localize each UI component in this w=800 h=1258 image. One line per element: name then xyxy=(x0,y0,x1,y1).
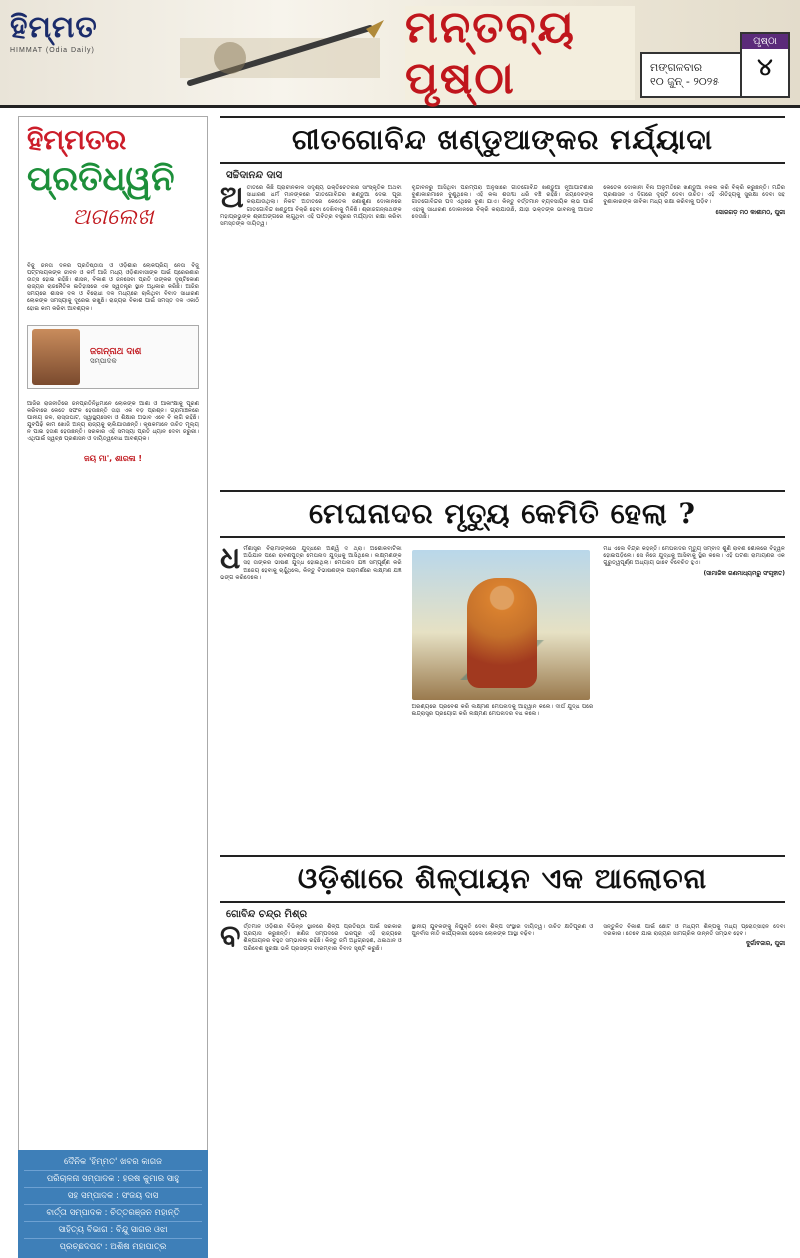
article-columns xyxy=(220,180,786,228)
article-column xyxy=(412,546,594,718)
article-signoff: ସୋରଗଡ଼ ମଠ କାଶୀମଠ, ପୁରୀ xyxy=(715,208,786,216)
credits-box xyxy=(18,1150,208,1258)
author-photo xyxy=(32,329,80,385)
credit-row: ଦୈନିକ 'ହିମ୍ମତ' ଖବର କାଗଜ xyxy=(24,1154,202,1171)
dropcap: ଧ xyxy=(220,541,241,576)
brand-main: ପ୍ରତିଧ୍ୱନି xyxy=(27,159,175,199)
brand-top: ହିମ୍ମତର xyxy=(27,123,127,156)
article-column xyxy=(603,546,785,718)
column-text: ର୍ତ୍ତମାନ ଓଡ଼ିଶାର ବିଭିନ୍ନ ସ୍ଥାନରେ ଶିଳ୍ପ ପ୍ରତିଷ୍ଠା ପାଇଁ ସରକାର ପ୍ରୟାସ କରୁଛନ୍ତି। ଖଣିଜ ସମ୍ପଦରେ ଭରପୂର ଏହି ରାଜ୍ୟରେ ଶିଳ୍ପାୟନର ବହୁତ ସମ୍ଭାବନା ରହିଛି। କିନ୍ତୁ ଜମି ଅଧିଗ୍ରହଣ, ଥଇଥାନ ଓ ପରିବେଶ ସୁରକ୍ଷା ଭଳି ପ୍ରସଙ୍ଗ ବାରମ୍ବାର ବିବାଦ ସୃଷ୍ଟି କରୁଛି। xyxy=(243,924,402,952)
credit-row: ବାର୍ତ୍ତା ସମ୍ପାଦକ : ଚିତ୍ତରଞ୍ଜନ ମହାନ୍ତି xyxy=(24,1205,202,1222)
page-number: ୪ xyxy=(757,53,773,81)
credit-row: ପରିଚାଳନା ସମ୍ପାଦକ : ହରଷ କୁମାର ସାହୁ xyxy=(24,1171,202,1188)
column-text: ତୀତରେ କିଛି ପ୍ରାଚୀନକାଳ ସଦୃଶ୍ୟ ଭକ୍ତିଚେତନାର ସାଂସ୍କୃତିକ ଅଥବା ସାଧାରଣ ଧର୍ମ ମାନଙ୍କରେ ଗୀତଗୋବିନ୍ଦର ଖଣ୍ଡୁଆ ଦେଇ ପୂଜା କରାଯାଉଥିଲା। ନିକଟ ଅତୀତରେ କେତେକ ଜଣାଶୁଣା ଦୋକାନରେ ଗୀତଗୋବିନ୍ଦ ଖଣ୍ଡୁଆ ବିକ୍ରି ହେବା ଦେଖିବାକୁ ମିଳିଛି। ଶ୍ରୀଜଗନ୍ନାଥଙ୍କ ମହାପ୍ରଭୁଙ୍କ ଶ୍ରୀଅଙ୍ଗରେ ଲାଗୁଥିବା ଏହି ପବିତ୍ର ବସ୍ତ୍ରର ମର୍ଯ୍ୟାଦା ରକ୍ଷା କରିବା ସମସ୍ତଙ୍କ ଦାୟିତ୍ୱ। xyxy=(220,185,402,228)
column-text: ସନ୍ତୁଳିତ ବିକାଶ ପାଇଁ ଛୋଟ ଓ ମଧ୍ୟମ ଶିଳ୍ପକୁ ମଧ୍ୟ ପ୍ରୋତ୍ସାହନ ଦେବା ଦରକାର। ତେବେ ଯାଇ ରାଜ୍ୟର ସାମଗ୍ରିକ ଉନ୍ନତି ସମ୍ଭବ ହେବ। xyxy=(603,924,786,938)
article-meghanada xyxy=(220,490,785,850)
dropcap: ବ xyxy=(220,919,241,954)
article-column: ବୃନ୍ଦାବନରୁ ଆସିଥିବା ପରମ୍ପରା ଅନୁସାରେ ଗୀତଗୋବିନ୍ଦ ଖଣ୍ଡୁଆ ନୂଆପାଟଣାର ବୁଣାକାରମାନେ ବୁଣୁଥିଲେ। ଏହି କଳା ଶତାବ୍ଦୀ ଧରି ବଞ୍ଚି ରହିଛି। ଜୟଦେବଙ୍କ ଗୀତଗୋବିନ୍ଦର ପଦ ଏଥିରେ ବୁଣା ଯାଏ। କିନ୍ତୁ ବର୍ତ୍ତମାନ ବ୍ୟବସାୟିକ ଲାଭ ପାଇଁ ଏହାକୁ ସାଧାରଣ ଦୋକାନରେ ବିକ୍ରି କରାଯାଉଛି, ଯାହା ଭକ୍ତଙ୍କ ଭାବନାକୁ ଆଘାତ ଦେଉଛି। xyxy=(411,185,594,220)
article-column xyxy=(603,924,785,953)
article-industrialization xyxy=(220,855,785,1245)
article-gitagovinda xyxy=(220,116,785,486)
logo-subtext: HIMMAT (Odia Daily) xyxy=(10,47,95,54)
article-columns xyxy=(220,541,786,718)
warrior-figure xyxy=(467,578,537,688)
author-role: ସମ୍ପାଦକ xyxy=(90,357,117,366)
article-column xyxy=(220,180,402,228)
editorial-closing: ଜୟ ମା', ଶାରଳା ! xyxy=(83,454,143,464)
column-text: ମଧ ଏଲେ ବିନ୍ଦ୍ର କହନ୍ତି। ମେଘନାଦର ମୃତ୍ୟୁ ସମ୍ବାଦ ଶୁଣି ରାବଣ ଶୋକରେ ବିହ୍ୱଳ ହୋଇପଡ଼ିଲେ। ସେ ନିଜେ ଯୁଦ୍ଧକୁ ଆସିବାକୁ ସ୍ଥିର କଲେ। ଏହି ଘଟଣା ରାମାୟଣର ଏକ ଗୁରୁତ୍ୱପୂର୍ଣ୍ଣ ଅଧ୍ୟାୟ ଭାବେ ବିବେଚିତ ହୁଏ। xyxy=(603,546,786,567)
editorial-body: ବିଜୁ ଜନତା ଦଳର ପ୍ରତିଷ୍ଠାତା ଓ ଓଡ଼ିଶାର ଲୋକପ୍ରିୟ ନେତା ବିଜୁ ପଟ୍ଟନାୟକଙ୍କ ଜୀବନ ଓ କର୍ମ ଆଜି ମଧ୍ୟ ଓଡ଼ିଶାବାସୀଙ୍କ ପାଇଁ ପ୍ରେରଣାର ଉତ୍ସ ହୋଇ ରହିଛି। ଶାସନ, ବିକାଶ ଓ ଜନସେବା ପ୍ରତି ତାଙ୍କର ଦୃଷ୍ଟିକୋଣ ରାଜ୍ୟର ରାଜନୈତିକ ଇତିହାସରେ ଏକ ସ୍ୱତନ୍ତ୍ର ସ୍ଥାନ ଅଧିକାର କରିଛି। ଆଜିର ସମୟରେ ଶାସକ ଦଳ ଓ ବିରୋଧୀ ଦଳ ମଧ୍ୟରେ ଚାଲିଥିବା ବିବାଦ ସାଧାରଣ ଲୋକଙ୍କ ସମସ୍ୟାକୁ ଦୂରେଇ ରଖୁଛି। ରାଜ୍ୟର ବିକାଶ ପାଇଁ ସମସ୍ତ ଦଳ ଏକାଠି ହୋଇ କାମ କରିବା ଆବଶ୍ୟକ। xyxy=(27,263,199,312)
author-name: ଜଗନ୍ନାଥ ଦାଶ xyxy=(90,347,142,358)
date-label: ୧୦ ଜୁନ୍ - ୨୦୨୫ xyxy=(650,75,720,88)
editorial-column xyxy=(18,116,208,1196)
page-number-box xyxy=(740,32,790,98)
column-text: କେତେକ ଦୋକାନୀ ବିନା ଅନୁମତିରେ ଖଣ୍ଡୁଆ ନକଲ କରି ବିକ୍ରି କରୁଛନ୍ତି। ମନ୍ଦିର ପ୍ରଶାସନ ଏ ଦିଗରେ ଦୃଷ୍ଟି ଦେବା ଉଚିତ। ଏହି ଐତିହ୍ୟକୁ ସୁରକ୍ଷା ଦେବା ସହ ବୁଣାକାରଙ୍କ ଜୀବିକା ମଧ୍ୟ ରକ୍ଷା କରିବାକୁ ପଡ଼ିବ। xyxy=(603,185,786,206)
fountain-pen-illustration xyxy=(170,8,390,98)
day-label: ମଙ୍ଗଳବାର xyxy=(650,61,703,74)
dropcap: ଅ xyxy=(220,180,244,215)
page-label: ପୃଷ୍ଠା xyxy=(742,34,788,49)
article-columns xyxy=(220,919,786,954)
brand-sub: ଅଗଲେଖ xyxy=(72,205,154,230)
editorial-brand xyxy=(19,117,207,257)
article-headline[interactable]: ଓଡ଼ିଶାରେ ଶିଳ୍ପାୟନ ଏକ ଆଲୋଚନା xyxy=(220,855,785,903)
article-column xyxy=(603,185,785,228)
article-signoff: (ସାମାଜିକ ଗଣମାଧ୍ୟମରୁ ସଂଗୃହୀତ) xyxy=(703,569,786,577)
article-column: ସ୍ଥାନୀୟ ଯୁବକଙ୍କୁ ନିଯୁକ୍ତି ଦେବା ଶିଳ୍ପ ସଂସ୍ଥାର ଦାୟିତ୍ୱ। ଉଚିତ କ୍ଷତିପୂରଣ ଓ ପୁନର୍ବାସ ନୀତି କାର୍ଯ୍ୟକାରୀ ହେଲେ ଲୋକଙ୍କ ଆସ୍ଥା ବଢ଼ିବ। xyxy=(411,924,594,938)
article-column xyxy=(220,541,402,718)
article-byline: ଗୋବିନ୍ଦ ଚନ୍ଦ୍ର ମିଶ୍ର xyxy=(226,909,308,920)
article-headline[interactable]: ଗୀତଗୋବିନ୍ଦ ଖଣ୍ଡୁଆଙ୍କର ମର୍ଯ୍ୟାଦା xyxy=(220,116,785,164)
credit-row: ପ୍ରଚ୍ଛଦପଟ : ଅଶିଷ ମହାପାତ୍ର xyxy=(59,1242,167,1252)
credit-row: ସାହିତ୍ୟ ବିଭାଗ : ବିନ୍ଦୁ ସାଗର ଓଝା xyxy=(24,1222,202,1239)
article-headline[interactable]: ମେଘନାଦର ମୃତ୍ୟୁ କେମିତି ହେଲା ? xyxy=(220,490,785,538)
column-text: ର୍ମଶାସ୍ତ୍ର ବିରାମାଙ୍କରେ ଯୁଦ୍ଧରେ ଅଶ୍ୱି ଦ ଥ୍ରା। ଅଶୋକବାଟିକା ଅଭିଯାନ ପରେ ରାବଣପୁତ୍ର ମେଘନାଦ ଯୁଦ୍ଧକୁ ଆସିଥିଲେ। ଲକ୍ଷ୍ମଣଙ୍କ ସହ ତାଙ୍କର ଭୀଷଣ ଯୁଦ୍ଧ ହୋଇଥିଲା। ମେଘନାଦ ଯଜ୍ଞ ସମ୍ପୂର୍ଣ୍ଣ କରି ଅଜେୟ ହେବାକୁ ଚାହୁଁଥିଲେ, କିନ୍ତୁ ବିଭୀଷଣଙ୍କ ପରାମର୍ଶରେ ଲକ୍ଷ୍ମଣ ଯଜ୍ଞ ଭଙ୍ଗ କରିଦେଲେ। xyxy=(220,546,402,581)
credit-row: ସହ ସମ୍ପାଦକ : ସଂଜୟ ଦାସ xyxy=(24,1188,202,1205)
section-title: ମନ୍ତବ୍ୟ ପୃଷ୍ଠା xyxy=(405,6,635,100)
author-box xyxy=(27,325,199,389)
meditating-warrior-illustration xyxy=(412,550,590,700)
editorial-body-continued: ଆଜିର ରାଜନୀତିରେ ଜନପ୍ରତିନିଧିମାନେ ଲୋକଙ୍କ ଆଶା ଓ ଆକାଂକ୍ଷାକୁ ପୂରଣ କରିବାରେ କେତେ ସଫଳ ହେଉଛନ୍ତି ତାହା ଏକ ବଡ଼ ପ୍ରଶ୍ନ। ଗ୍ରାମାଞ୍ଚଳରେ ପାନୀୟ ଜଳ, ରାସ୍ତାଘାଟ, ସ୍ୱାସ୍ଥ୍ୟସେବା ଓ ଶିକ୍ଷାର ଅଭାବ ଏବେ ବି ଲାଗି ରହିଛି। ଯୁବପିଢ଼ି କାମ ଖୋଜି ଅନ୍ୟ ରାଜ୍ୟକୁ ଚାଲିଯାଉଛନ୍ତି। କୃଷକମାନେ ଉଚିତ ମୂଲ୍ୟ ନ ପାଇ ହତାଶ ହେଉଛନ୍ତି। ସରକାର ଏହି ସମସ୍ୟା ପ୍ରତି ଧ୍ୟାନ ଦେବା ଜରୁରୀ। ଏଥିପାଇଁ ସ୍ୱଚ୍ଛ ପ୍ରଶାସନ ଓ ଦାୟିତ୍ୱବୋଧ ଆବଶ୍ୟକ। xyxy=(27,400,199,443)
article-column xyxy=(220,919,402,954)
newspaper-logo[interactable] xyxy=(10,10,160,70)
logo-text: ହିମ୍ମତ xyxy=(10,10,98,45)
article-byline: ସଚ୍ଚିଦାନନ୍ଦ ଦାସ xyxy=(226,170,283,181)
column-text: ଅରଣ୍ୟରେ ପ୍ରବେଶ କରି ଲକ୍ଷ୍ମଣ ମେଘନାଦକୁ ଆହ୍ୱାନ କଲେ। ଦୀର୍ଘ ଯୁଦ୍ଧ ପରେ ଇନ୍ଦ୍ରାସ୍ତ୍ର ପ୍ରୟୋଗ କରି ଲକ୍ଷ୍ମଣ ମେଘନାଦର ବଧ କଲେ। xyxy=(411,704,594,718)
article-signoff: ଦୁର୍ଗାବଜାର, ପୁରୀ xyxy=(746,940,786,948)
masthead xyxy=(0,0,800,108)
